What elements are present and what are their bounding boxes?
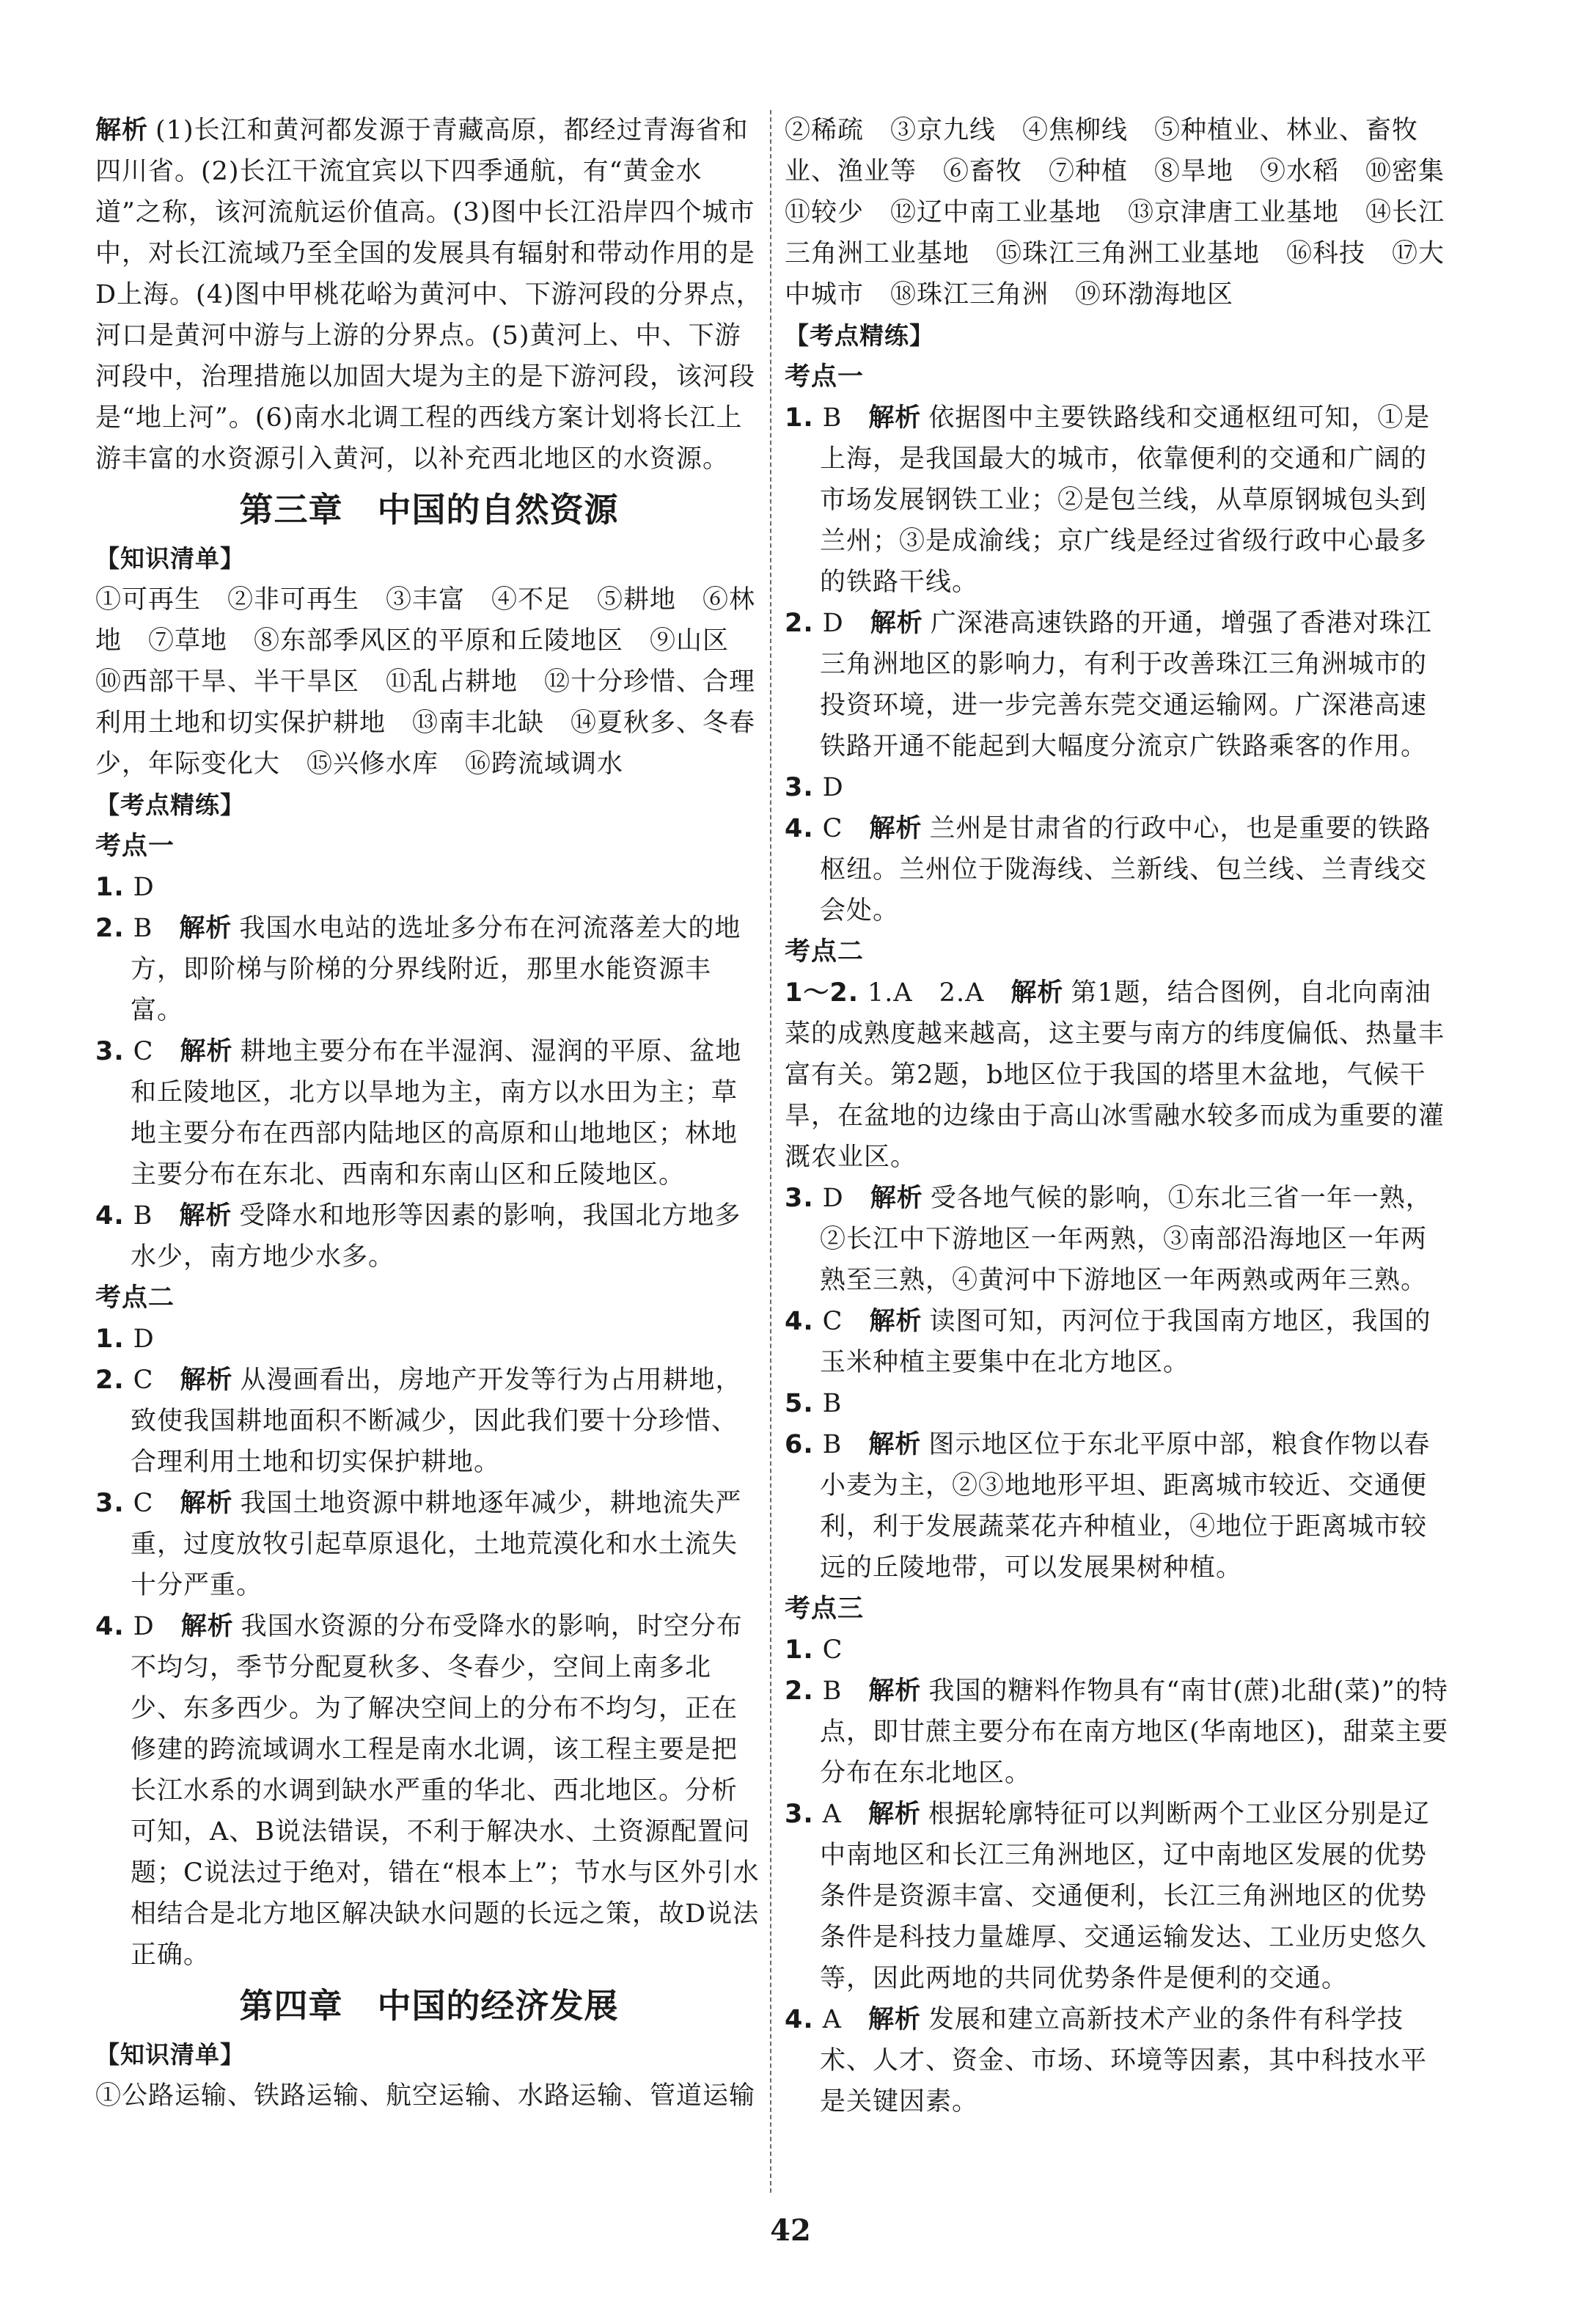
analysis-label: 解析	[1010, 978, 1064, 1008]
question-item	[95, 1195, 763, 1278]
question-number: 4.	[785, 814, 814, 843]
answer: D	[822, 773, 844, 802]
right-column	[785, 110, 1472, 2122]
left-column	[95, 110, 763, 2116]
ch4-kd2-list	[785, 972, 1452, 1588]
question-item	[785, 1794, 1452, 1999]
analysis-text: 从漫画看出，房地产开发等行为占用耕地，致使我国耕地面积不断减少，因此我们要十分珍惜、合理利用土地和切实保护耕地。	[131, 1366, 742, 1477]
question-number: 3.	[95, 1489, 125, 1518]
question-number: 4.	[785, 2005, 814, 2034]
answer: B	[822, 403, 843, 433]
question-item	[785, 1301, 1452, 1383]
answer: B	[822, 1676, 843, 1706]
question-number: 2.	[95, 1366, 125, 1395]
question-number: 2.	[95, 914, 125, 943]
answer: A	[822, 2005, 842, 2034]
answer: C	[822, 1307, 843, 1336]
analysis-label: 解析	[868, 1676, 922, 1706]
analysis-text: 图示地区位于东北平原中部，粮食作物以春小麦为主，②③地地形平坦、距离城市较近、交通便利，利于发展蔬菜花卉种植业，④地位于距离城市较远的丘陵地带，可以发展果树种植。	[820, 1430, 1431, 1583]
analysis-text: 根据轮廓特征可以判断两个工业区分别是辽中南地区和长江三角洲地区，辽中南地区发展的优势条件是资源丰富、交通便利，长江三角洲地区的优势条件是科技力量雄厚、交通运输发达、工业历史悠久等，因此两地的共同优势条件是便利的交通。	[820, 1800, 1430, 1993]
question-item	[785, 767, 1452, 808]
intro-paragraph	[95, 110, 763, 480]
question-item	[785, 1999, 1452, 2122]
question-item	[95, 908, 763, 1031]
question-item	[785, 1178, 1452, 1301]
answer: 1.A 2.A	[867, 978, 985, 1008]
analysis-text: 依据图中主要铁路线和交通枢纽可知，①是上海，是我国最大的城市，依靠便利的交通和广阔的市场发展钢铁工业；②是包兰线，从草原钢城包头到兰州；③是成渝线；京广线是经过省级行政中心最多的铁路干线。	[820, 403, 1431, 597]
question-number: 3.	[785, 773, 814, 802]
analysis-text: 读图可知，丙河位于我国南方地区，我国的玉米种植主要集中在北方地区。	[820, 1307, 1431, 1377]
analysis-text: 第1题，结合图例，自北向南油菜的成熟度越来越高，这主要与南方的纬度偏低、热量丰富有关。第2题，b地区位于我国的塔里木盆地，气候干旱，在盆地的边缘由于高山冰雪融水较多而成为重要的灌溉农业区。	[785, 978, 1445, 1172]
analysis-label: 解析	[869, 1307, 922, 1336]
answer: D	[133, 1324, 155, 1354]
analysis-text: 受各地气候的影响，①东北三省一年一熟，②长江中下游地区一年两熟，③南部沿海地区一年两熟至三熟，④黄河中下游地区一年两熟或两年三熟。	[820, 1184, 1432, 1295]
question-number: 5.	[785, 1389, 814, 1418]
analysis-label: 解析	[95, 116, 149, 145]
question-item	[785, 1630, 1452, 1671]
ch4-practice-heading: 【考点精练】	[785, 321, 934, 350]
analysis-label: 解析	[869, 814, 922, 843]
ch4-knowledge-heading: 【知识清单】	[95, 2040, 245, 2069]
question-number: 1.	[95, 1324, 125, 1354]
question-number: 4.	[95, 1201, 125, 1231]
chapter-4-title: 第四章 中国的经济发展	[239, 1986, 619, 2026]
answer: D	[133, 1612, 155, 1641]
answer: C	[822, 1635, 843, 1665]
answer: C	[133, 1037, 154, 1066]
analysis-label: 解析	[867, 2005, 921, 2034]
question-item	[95, 1031, 763, 1195]
question-number: 3.	[785, 1800, 814, 1829]
analysis-text: 我国的糖料作物具有“南甘(蔗)北甜(菜)”的特点，即甘蔗主要分布在南方地区(华南地区)，甜菜主要分布在东北地区。	[820, 1676, 1449, 1788]
question-number: 4.	[785, 1307, 814, 1336]
question-item	[785, 808, 1452, 931]
answer: B	[133, 914, 153, 943]
answer: B	[133, 1201, 153, 1231]
question-number: 6.	[785, 1430, 814, 1459]
analysis-label: 解析	[180, 1489, 233, 1518]
question-item	[95, 1483, 763, 1606]
analysis-label: 解析	[180, 1612, 234, 1641]
answer: A	[822, 1800, 842, 1829]
analysis-label: 解析	[868, 1430, 922, 1459]
kd1-list	[95, 867, 763, 1278]
answer: D	[822, 1184, 844, 1213]
ch4-knowledge-list-start: ①公路运输、铁路运输、航空运输、水路运输、管道运输	[95, 2081, 756, 2111]
question-number: 3.	[95, 1037, 125, 1066]
analysis-text: (1)长江和黄河都发源于青藏高原，都经过青海省和四川省。(2)长江干流宜宾以下四季通航，有“黄金水道”之称，该河流航运价值高。(3)图中长江沿岸四个城市中，对长江流域乃至全国的发展具有辐射和带动作用的是D上海。(4)图中甲桃花峪为黄河中、下游河段的分界点，河口是黄河中游与上游的分界点。(5)黄河上、中、下游河段中，治理措施以加固大堤为主的是下游河段，该河段是“地上河”。(6)南水北调工程的西线方案计划将长江上游丰富的水资源引入黄河，以补充西北地区的水资源。	[95, 116, 763, 474]
analysis-text: 发展和建立高新技术产业的条件有科学技术、人才、资金、市场、环境等因素，其中科技水平是关键因素。	[820, 2005, 1428, 2116]
analysis-label: 解析	[179, 914, 232, 943]
answer: C	[133, 1366, 154, 1395]
page-number: 42	[770, 2213, 811, 2248]
kd2-heading: 考点二	[95, 1283, 175, 1313]
ch3-practice-heading: 【考点精练】	[95, 791, 245, 819]
answer: C	[822, 814, 843, 843]
question-number: 2.	[785, 1676, 814, 1706]
analysis-label: 解析	[870, 609, 923, 638]
ch4-kd3-heading: 考点三	[785, 1594, 865, 1624]
analysis-text: 兰州是甘肃省的行政中心，也是重要的铁路枢纽。兰州位于陇海线、兰新线、包兰线、兰青线交会处。	[820, 814, 1431, 925]
question-number: 2.	[785, 609, 814, 638]
question-item	[785, 1383, 1452, 1424]
question-number: 3.	[785, 1184, 814, 1213]
question-number: 1.	[785, 403, 814, 433]
chapter-3-title: 第三章 中国的自然资源	[239, 490, 619, 529]
analysis-label: 解析	[867, 1800, 921, 1829]
kd2-list	[95, 1319, 763, 1976]
question-item	[785, 397, 1452, 603]
analysis-label: 解析	[870, 1184, 923, 1213]
analysis-label: 解析	[868, 403, 922, 433]
question-number: 1.	[95, 873, 125, 902]
question-item	[95, 1360, 763, 1483]
question-number: 4.	[95, 1612, 125, 1641]
analysis-text: 广深港高速铁路的开通，增强了香港对珠江三角洲地区的影响力，有利于改善珠江三角洲城市的投资环境，进一步完善东莞交通运输网。广深港高速铁路开通不能起到大幅度分流京广铁路乘客的作用。	[820, 609, 1432, 761]
answer: B	[822, 1389, 843, 1418]
ch4-kd1-list	[785, 397, 1452, 931]
analysis-text: 受降水和地形等因素的影响，我国北方地多水少，南方地少水多。	[131, 1201, 741, 1272]
ch3-knowledge-heading: 【知识清单】	[95, 544, 245, 573]
analysis-text: 耕地主要分布在半湿润、湿润的平原、盆地和丘陵地区，北方以旱地为主，南方以水田为主；草地主要分布在西部内陆地区的高原和山地地区；林地主要分布在东北、西南和东南山区和丘陵地区。	[131, 1037, 742, 1190]
analysis-label: 解析	[180, 1366, 233, 1395]
ch4-kd2-heading: 考点二	[785, 937, 865, 967]
ch4-kd1-heading: 考点一	[785, 362, 865, 392]
question-item	[95, 1606, 763, 1976]
question-item	[785, 972, 1452, 1178]
question-item	[785, 603, 1452, 767]
ch3-knowledge-list: ①可再生 ②非可再生 ③丰富 ④不足 ⑤耕地 ⑥林地 ⑦草地 ⑧东部季风区的平原和丘陵地区 ⑨山区 ⑩西部干旱、半干旱区 ⑪乱占耕地 ⑫十分珍惜、合理利用土地和切实保护耕地 ⑬南丰北缺 ⑭夏秋多、冬春少，年际变化大 ⑮兴修水库 ⑯跨流域调水	[95, 585, 756, 779]
question-item	[95, 867, 763, 908]
answer: D	[822, 609, 844, 638]
column-divider	[770, 110, 771, 2193]
question-item	[785, 1424, 1452, 1588]
ch4-kd3-list	[785, 1630, 1452, 2122]
analysis-text: 我国水电站的选址多分布在河流落差大的地方，即阶梯与阶梯的分界线附近，那里水能资源丰富。	[131, 914, 741, 1025]
kd1-heading: 考点一	[95, 832, 175, 861]
ch4-knowledge-list-cont: ②稀疏 ③京九线 ④焦柳线 ⑤种植业、林业、畜牧业、渔业等 ⑥畜牧 ⑦种植 ⑧旱地 ⑨水稻 ⑩密集 ⑪较少 ⑫辽中南工业基地 ⑬京津唐工业基地 ⑭长江三角洲工业基地 ⑮珠江三角洲工业基地 ⑯科技 ⑰大中城市 ⑱珠江三角洲 ⑲环渤海地区	[785, 116, 1472, 309]
analysis-label: 解析	[180, 1037, 233, 1066]
answer: C	[133, 1489, 154, 1518]
question-item	[95, 1319, 763, 1360]
answer: D	[133, 873, 155, 902]
question-number: 1～2.	[785, 978, 859, 1008]
analysis-label: 解析	[179, 1201, 232, 1231]
question-number: 1.	[785, 1635, 814, 1665]
analysis-text: 我国水资源的分布受降水的影响，时空分布不均匀，季节分配夏秋多、冬春少，空间上南多北少、东多西少。为了解决空间上的分布不均匀，正在修建的跨流域调水工程是南水北调，该工程主要是把长江水系的水调到缺水严重的华北、西北地区。分析可知，A、B说法错误，不利于解决水、土资源配置问题；C说法过于绝对，错在“根本上”；节水与区外引水相结合是北方地区解决缺水问题的长远之策，故D说法正确。	[131, 1612, 760, 1970]
question-item	[785, 1671, 1452, 1794]
answer: B	[822, 1430, 843, 1459]
analysis-text: 我国土地资源中耕地逐年减少，耕地流失严重，过度放牧引起草原退化，土地荒漠化和水土流失十分严重。	[131, 1489, 742, 1600]
